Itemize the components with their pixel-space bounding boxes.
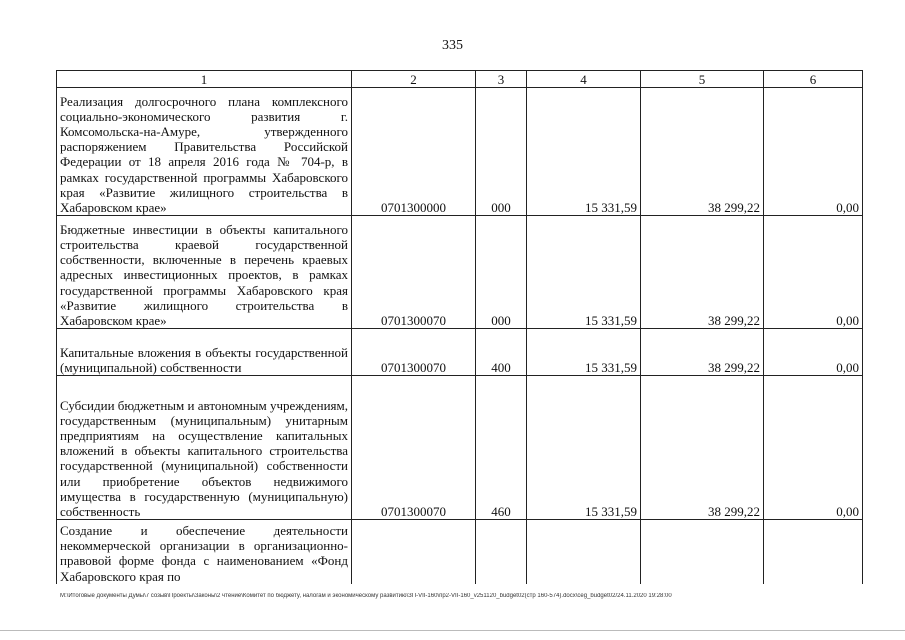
column-header: 1 <box>57 71 352 88</box>
table-row <box>57 88 863 216</box>
page-number: 335 <box>442 38 463 53</box>
row-description: Создание и обеспечение деятельности некоммерческой организации в организационно-правовой форме фонда с наименованием «Фонд Хабаровского края по <box>57 520 352 584</box>
amount-column-6: 0,00 <box>764 376 863 520</box>
row-description: Капитальные вложения в объекты государственной (муниципальной) собственности <box>57 329 352 376</box>
target-article-code <box>352 520 476 584</box>
budget-table <box>56 70 863 584</box>
scan-edge-divider <box>0 630 905 631</box>
expense-type-code: 000 <box>476 88 527 216</box>
row-description: Субсидии бюджетным и автономным учреждениям, государственным (муниципальным) унитарным предприятиям на осуществление капитальных вложений в объекты капитального строительства государственной (муниципальной) собственности или приобретение объектов недвижимого имущества в государственную (муниципальную) собственность <box>57 376 352 520</box>
amount-column-5: 38 299,22 <box>641 376 764 520</box>
row-description: Бюджетные инвестиции в объекты капитального строительства краевой государственной собственности, включенные в перечень краевых адресных инвестиционных проектов, в рамках государственной программы Хабаровского края «Развитие жилищного строительства в Хабаровском крае» <box>57 216 352 329</box>
table-row <box>57 329 863 376</box>
amount-column-6: 0,00 <box>764 329 863 376</box>
table-row <box>57 376 863 520</box>
expense-type-code: 460 <box>476 376 527 520</box>
column-header: 3 <box>476 71 527 88</box>
amount-column-4 <box>527 520 641 584</box>
amount-column-5 <box>641 520 764 584</box>
amount-column-6: 0,00 <box>764 216 863 329</box>
target-article-code: 0701300000 <box>352 88 476 216</box>
expense-type-code: 000 <box>476 216 527 329</box>
header-row <box>57 71 863 88</box>
column-header: 5 <box>641 71 764 88</box>
column-header: 4 <box>527 71 641 88</box>
target-article-code: 0701300070 <box>352 216 476 329</box>
table-row <box>57 216 863 329</box>
footer-file-path: М:\Итоговые документы Думы\7 созыв\Проекты\Законы\2 чтение\Комитет по бюджету, налогам и экономическому развитию\ЗП-VII-160\пр2-VII-160_v251120_budget02(стр 160-574).docx\ceg_budget02/24.11.2020 19:28:00 <box>60 593 672 599</box>
expense-type-code <box>476 520 527 584</box>
row-description: Реализация долгосрочного плана комплексного социально-экономического развития г. Комсомольска-на-Амуре, утвержденного распоряжением Правительства Российской Федерации от 18 апреля 2016 года № 704-р, в рамках государственной программы Хабаровского края «Развитие жилищного строительства в Хабаровском крае» <box>57 88 352 216</box>
table-row <box>57 520 863 584</box>
amount-column-5: 38 299,22 <box>641 88 764 216</box>
amount-column-5: 38 299,22 <box>641 216 764 329</box>
amount-column-4: 15 331,59 <box>527 376 641 520</box>
target-article-code: 0701300070 <box>352 329 476 376</box>
amount-column-4: 15 331,59 <box>527 329 641 376</box>
amount-column-6: 0,00 <box>764 88 863 216</box>
expense-type-code: 400 <box>476 329 527 376</box>
amount-column-4: 15 331,59 <box>527 216 641 329</box>
amount-column-6 <box>764 520 863 584</box>
column-header: 6 <box>764 71 863 88</box>
amount-column-5: 38 299,22 <box>641 329 764 376</box>
target-article-code: 0701300070 <box>352 376 476 520</box>
column-header: 2 <box>352 71 476 88</box>
amount-column-4: 15 331,59 <box>527 88 641 216</box>
